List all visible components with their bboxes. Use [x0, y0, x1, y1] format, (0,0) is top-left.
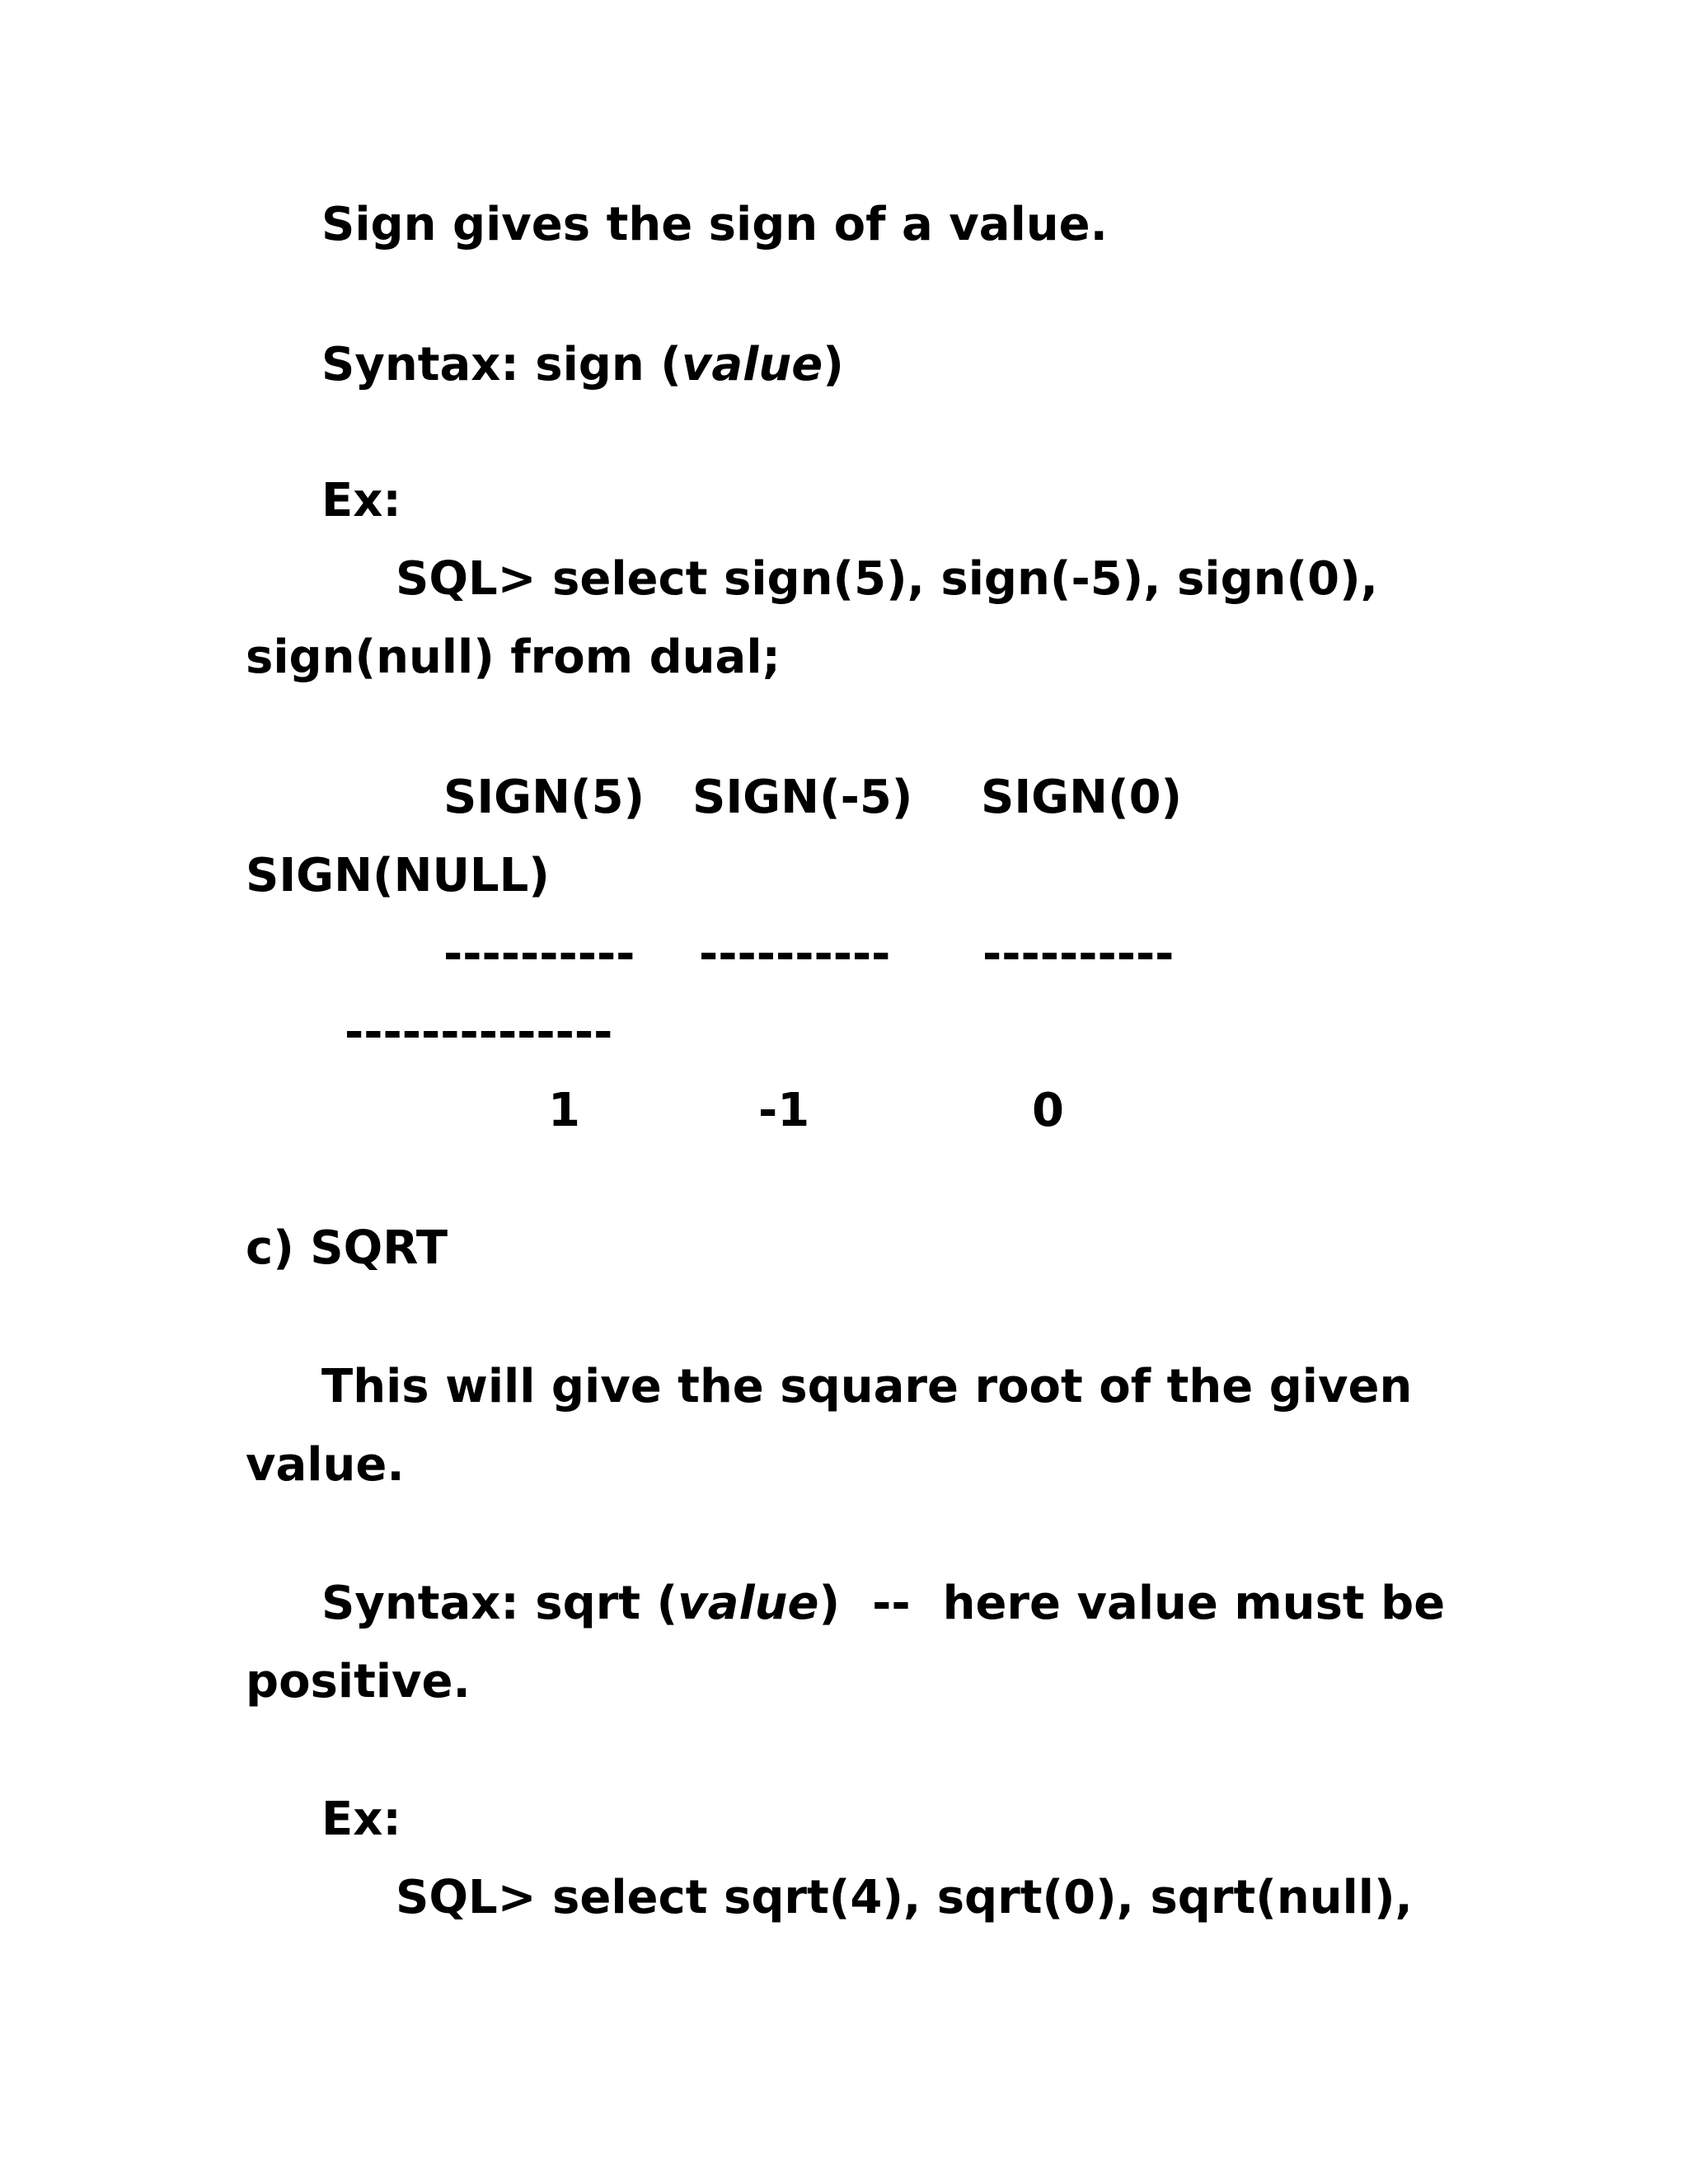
sign-syntax-suffix: ) — [823, 338, 844, 391]
column-header-sign5: SIGN(5) — [443, 771, 645, 824]
sqrt-syntax-suffix: ) -- here value must be — [818, 1577, 1446, 1630]
sign-syntax — [321, 338, 844, 391]
sql-query-1-line-1: SQL> select sign(5), sign(-5), sign(0), — [396, 552, 1378, 606]
sqrt-syntax-line-2: positive. — [246, 1655, 471, 1708]
sign-syntax-prefix: Syntax: sign ( — [321, 338, 682, 391]
sqrt-syntax-argument: value — [678, 1577, 819, 1630]
sqrt-description-line-2: value. — [246, 1438, 405, 1492]
column-header-sign-minus5: SIGN(-5) — [692, 771, 913, 824]
column-separator-2: ---------- — [699, 927, 891, 981]
column-separator-3: ---------- — [982, 927, 1175, 981]
sql-query-1-line-2: sign(null) from dual; — [246, 630, 781, 684]
sqrt-syntax-line-1 — [321, 1577, 1446, 1630]
sign-syntax-argument: value — [681, 338, 823, 391]
result-value-3: 0 — [1032, 1084, 1064, 1137]
section-heading-sqrt: c) SQRT — [246, 1221, 448, 1275]
sqrt-description-line-1: This will give the square root of the given — [321, 1360, 1413, 1413]
example-label-1: Ex: — [321, 474, 401, 527]
example-label-2: Ex: — [321, 1793, 401, 1846]
sql-query-2-line-1: SQL> select sqrt(4), sqrt(0), sqrt(null), — [396, 1871, 1413, 1924]
sqrt-syntax-prefix: Syntax: sqrt ( — [321, 1577, 678, 1630]
sign-description: Sign gives the sign of a value. — [321, 198, 1108, 251]
column-header-sign0: SIGN(0) — [981, 771, 1183, 824]
column-separator-1: ---------- — [443, 927, 635, 981]
result-value-2: -1 — [758, 1084, 810, 1137]
column-header-signnull: SIGN(NULL) — [246, 849, 550, 902]
result-value-1: 1 — [548, 1084, 580, 1137]
column-separator-4: -------------- — [345, 1005, 613, 1059]
